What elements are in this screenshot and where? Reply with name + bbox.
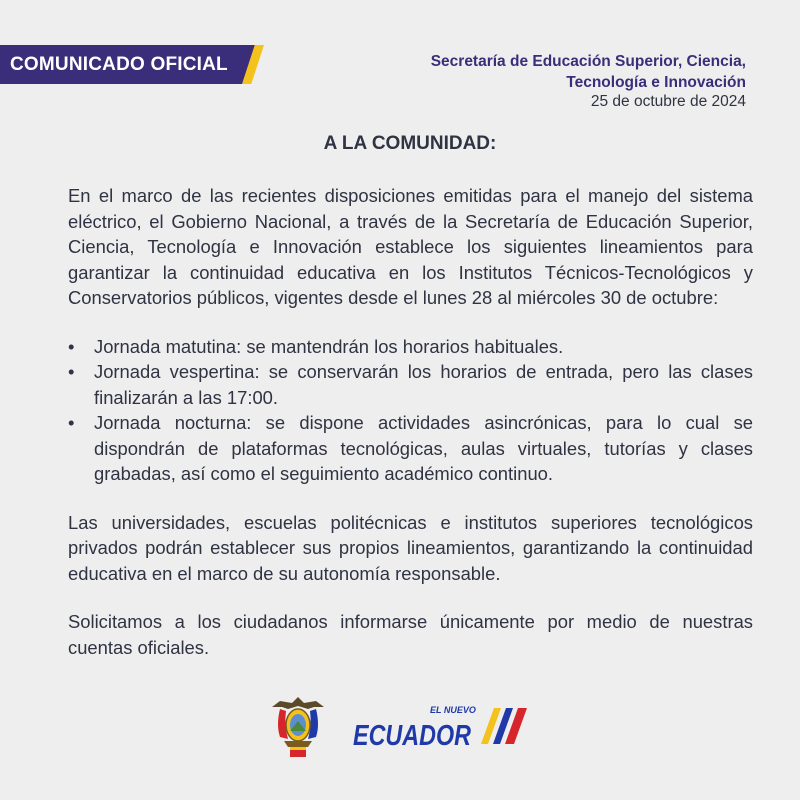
bullet-text: Jornada matutina: se mantendrán los horarios habituales. [94,335,564,357]
bullet-item [68,334,753,360]
footer-logos [270,695,540,760]
organization-line-2: Tecnología e Innovación [566,74,746,91]
logo-main-text: ECUADOR [353,720,472,752]
bullet-text: Jornada vespertina: se conservarán los horarios de entrada, pero las clases finalizarán a las 17:00. [94,361,753,408]
document-body [68,183,753,660]
bullet-item [68,410,753,487]
document-heading: A LA COMUNIDAD: [323,133,497,154]
bullet-dot: • [68,335,75,357]
request-paragraph: Solicitamos a los ciudadanos informarse únicamente por medio de nuestras cuentas oficiales. [68,611,753,658]
universities-paragraph: Las universidades, escuelas politécnicas e institutos superiores tecnológicos privados podrán establecer sus propios lineamientos, garantizando la continuidad educativa en el marco de su autonomía responsable. [68,511,753,584]
document-date: 25 de octubre de 2024 [590,93,746,110]
bullet-dot: • [68,412,75,433]
bullet-text: Jornada nocturna: se dispone actividades asincrónicas, para lo cual se dispondrán de plataformas tecnológicas, aulas virtuales, tutorías y clases grabadas, así como el seguimiento académico continuo. [94,412,753,484]
intro-paragraph: En el marco de las recientes disposiciones emitidas para el manejo del sistema eléctrico, el Gobierno Nacional, a través de la Secretaría de Educación Superior, Ciencia, Tecnología e Innovación establece los siguientes lineamientos para garantizar la continuidad educativa en los Institutos Técnicos-Tecnológicos y Conservatorios públicos, vigentes desde el lunes 28 al miércoles 30 de octubre: [68,185,753,308]
organization-name [431,51,746,93]
organization-line-1: Secretaría de Educación Superior, Ciencia, [430,53,746,70]
bullet-list [68,334,753,487]
el-nuevo-ecuador-logo [353,700,533,752]
logo-small-text: EL NUEVO [430,705,476,715]
coat-of-arms-icon [270,695,326,760]
bullet-dot: • [68,361,75,382]
comunicado-oficial-badge [0,45,262,84]
bullet-item [68,359,753,410]
badge-label: COMUNICADO OFICIAL [10,54,228,75]
